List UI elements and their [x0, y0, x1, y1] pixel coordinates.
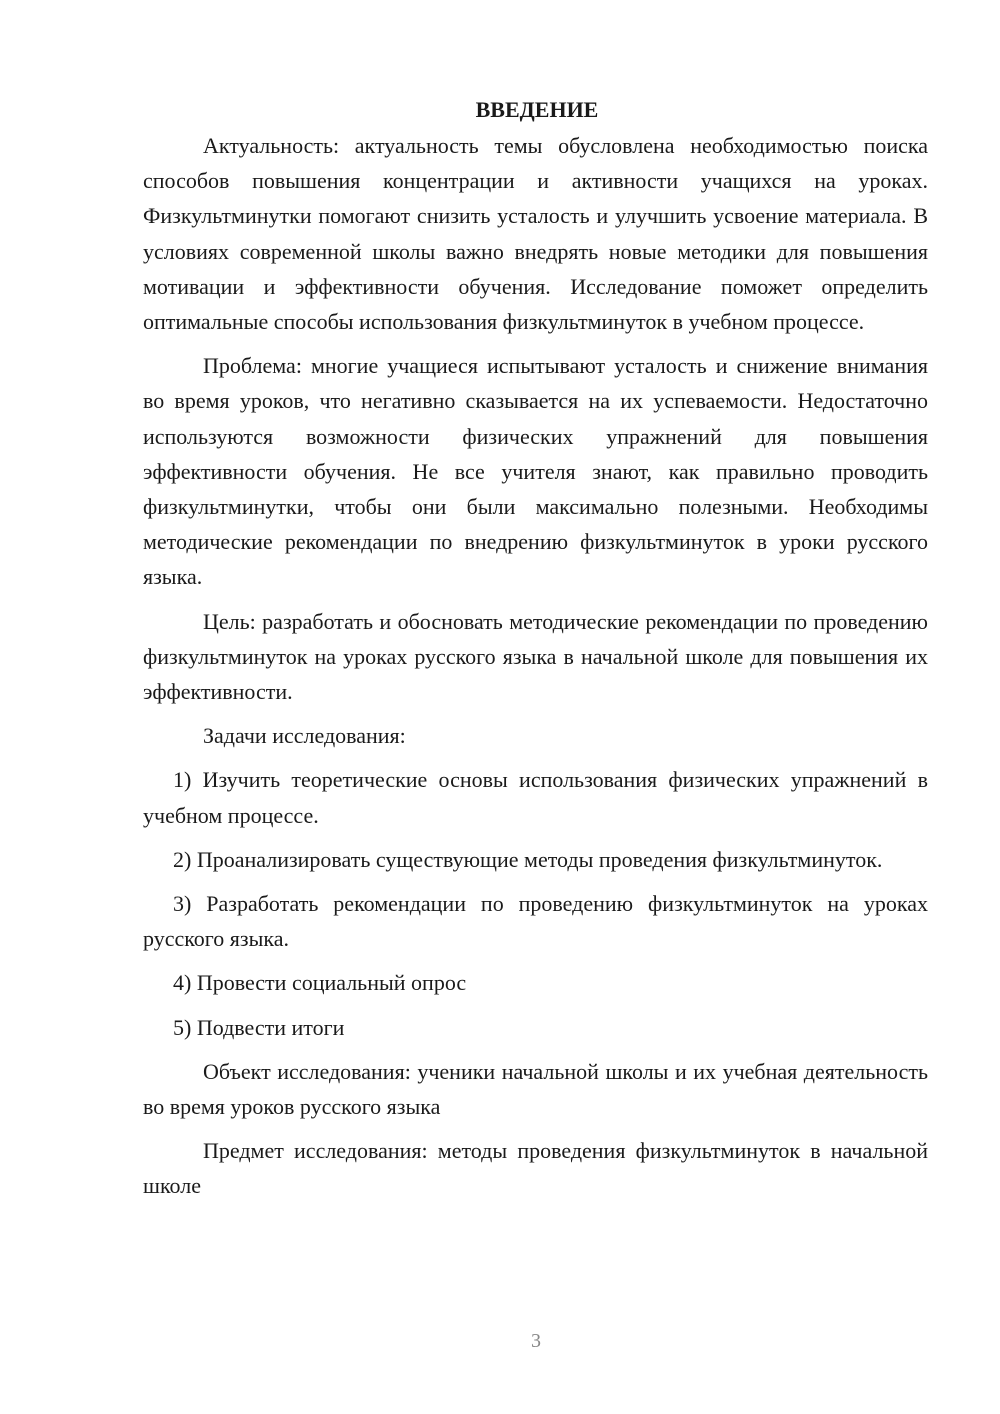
object-paragraph: Объект исследования: ученики начальной школы и их учебная деятельность во время уроков русского языка: [143, 1058, 928, 1120]
task-item-3: 3) Разработать рекомендации по проведению физкультминуток на уроках русского языка.: [143, 891, 928, 952]
document-page: [143, 92, 928, 1213]
task-item-2: 2) Проанализировать существующие методы проведения физкультминуток.: [173, 846, 883, 872]
relevance-paragraph: Актуальность: актуальность темы обусловлена необходимостью поиска способов повышения концентрации и активности учащихся на уроках. Физкультминутки помогают снизить усталость и улучшить усвоение материала. В условиях современной школы важно внедрять новые методики для повышения мотивации и эффективности обучения. Исследование поможет определить оптимальные способы использования физкультминуток в учебном процессе.: [143, 133, 928, 335]
subject-paragraph: Предмет исследования: методы проведения физкультминуток в начальной школе: [143, 1138, 928, 1199]
task-item-4: 4) Провести социальный опрос: [173, 970, 467, 996]
page-number: 3: [531, 1330, 541, 1352]
goal-paragraph: Цель: разработать и обосновать методические рекомендации по проведению физкультминуток на уроках русского языка в начальной школе для повышения их эффективности.: [143, 608, 928, 705]
problem-paragraph: Проблема: многие учащиеся испытывают усталость и снижение внимания во время уроков, что негативно сказывается на их успеваемости. Недостаточно используются возможности физических упражнений для повышения эффективности обучения. Не все учителя знают, как правильно проводить физкультминутки, чтобы они были максимально полезными. Необходимы методические рекомендации по внедрению физкультминуток в уроки русского языка.: [143, 353, 928, 590]
task-item-5: 5) Подвести итоги: [173, 1014, 345, 1040]
section-title: ВВЕДЕНИЕ: [475, 97, 599, 122]
task-item-1: 1) Изучить теоретические основы использования физических упражнений в учебном процессе.: [143, 767, 928, 828]
tasks-heading: Задачи исследования:: [203, 723, 406, 749]
